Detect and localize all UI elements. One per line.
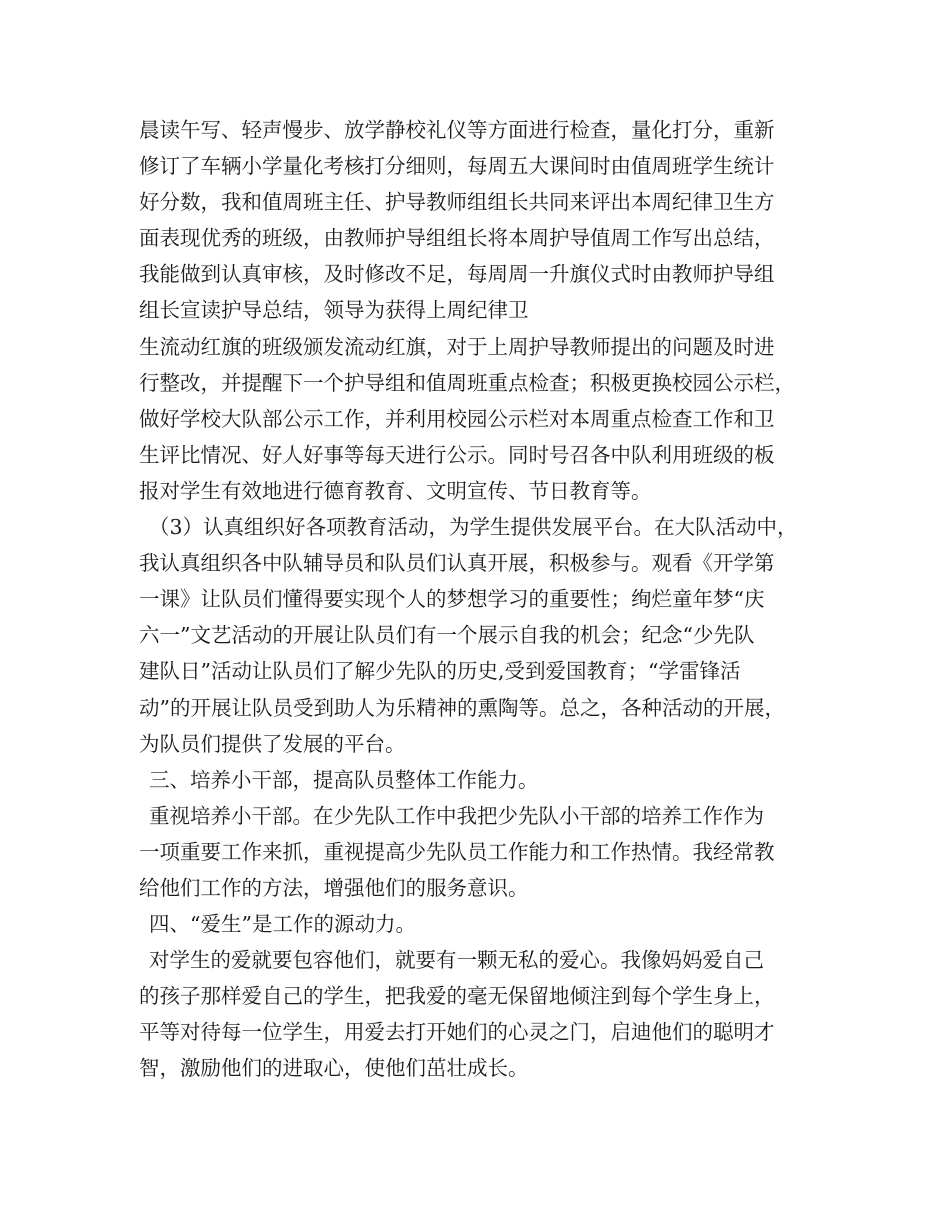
text-line: 好分数，我和值周班主任、护导教师组组长共同来评出本周纪律卫生方	[139, 190, 775, 215]
section-4-heading: 四、“爱生”是工作的源动力。	[149, 912, 416, 937]
text-line: 报对学生有效地进行德育教育、文明宣传、节日教育等。	[139, 478, 652, 503]
text-line: 的孩子那样爱自己的学生，把我爱的毫无保留地倾注到每个学生身上，	[139, 984, 775, 1009]
text-line: 修订了车辆小学量化考核打分细则，每周五大课间时由值周班学生统计	[139, 154, 775, 179]
text-line: 建队日”活动让队员们了解少先队的历史,受到爱国教育；“学雷锋活	[139, 659, 741, 684]
text-line: 为队员们提供了发展的平台。	[139, 731, 406, 756]
text-line: 给他们工作的方法，增强他们的服务意识。	[139, 875, 529, 900]
text-line: 晨读午写、轻声慢步、放学静校礼仪等方面进行检查，量化打分，重新	[139, 118, 775, 142]
text-line: 生流动红旗的班级颁发流动红旗，对于上周护导教师提出的问题及时进	[139, 334, 775, 359]
body-text	[139, 112, 829, 1087]
section-3-heading: 三、培养小干部，提高队员整体工作能力。	[149, 767, 539, 792]
text-line: 行整改，并提醒下一个护导组和值周班重点检查；积极更换校园公示栏，	[139, 370, 795, 395]
text-line: 组长宣读护导总结，领导为获得上周纪律卫	[139, 298, 529, 323]
text-line: 一项重要工作来抓，重视提高少先队员工作能力和工作热情。我经常教	[139, 839, 775, 864]
text-line: 面表现优秀的班级，由教师护导组组长将本周护导值周工作写出总结，	[139, 226, 775, 251]
paragraph-3-heading-line: （3）认真组织好各项教育活动，为学生提供发展平台。在大队活动中，	[149, 515, 798, 540]
text-line: 六一”文艺活动的开展让队员们有一个展示自我的机会；纪念“少先队	[139, 623, 755, 648]
text-line: 智，激励他们的进取心，使他们茁壮成长。	[139, 1056, 529, 1081]
text-line: 我能做到认真审核，及时修改不足，每周周一升旗仪式时由教师护导组	[139, 262, 775, 287]
text-line: 对学生的爱就要包容他们，就要有一颗无私的爱心。我像妈妈爱自己	[149, 948, 764, 973]
text-line: 动”的开展让队员受到助人为乐精神的熏陶等。总之，各种活动的开展，	[139, 695, 785, 720]
text-line: 一课》让队员们懂得要实现个人的梦想学习的重要性；绚烂童年梦“庆	[139, 587, 765, 612]
text-line: 做好学校大队部公示工作，并利用校园公示栏对本周重点检查工作和卫	[139, 406, 775, 431]
text-line: 平等对待每一位学生，用爱去打开她们的心灵之门，启迪他们的聪明才	[139, 1020, 775, 1045]
text-line: 生评比情况、好人好事等每天进行公示。同时号召各中队利用班级的板	[139, 442, 775, 467]
text-line: 我认真组织各中队辅导员和队员们认真开展，积极参与。观看《开学第	[139, 551, 775, 576]
text-line: 重视培养小干部。在少先队工作中我把少先队小干部的培养工作作为	[149, 803, 764, 828]
